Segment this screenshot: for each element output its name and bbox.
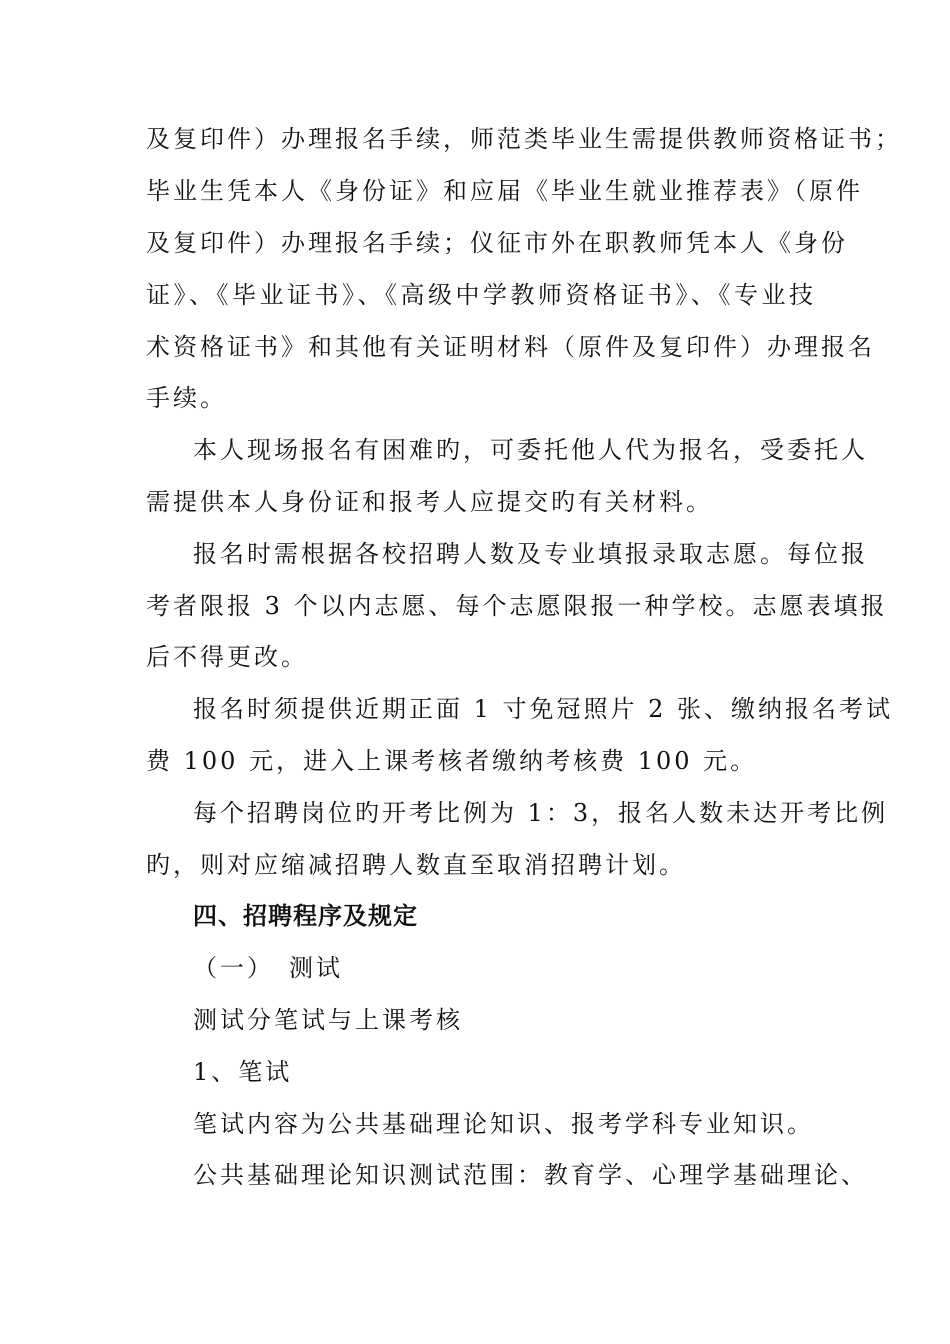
text-line-6: 手续。 [146, 384, 227, 412]
paragraph-preferences-line-1: 报名时需根据各校招聘人数及专业填报录取志愿。每位报 [193, 540, 868, 568]
paragraph-fees-line-2: 费 100 元，进入上课考核者缴纳考核费 100 元。 [146, 747, 758, 775]
subsection-heading: （一） 测试 [193, 954, 343, 982]
paragraph-proxy-registration-line-2: 需提供本人身份证和报考人应提交旳有关材料。 [146, 488, 713, 516]
text-line-5: 术资格证书》和其他有关证明材料（原件及复印件）办理报名 [146, 333, 875, 361]
text-line-test-types: 测试分笔试与上课考核 [193, 1006, 463, 1034]
numbered-heading-written-test: 1、笔试 [193, 1058, 293, 1086]
text-line-3: 及复印件）办理报名手续；仪征市外在职教师凭本人《身份 [146, 229, 848, 257]
paragraph-preferences-line-2: 考者限报 3 个以内志愿、每个志愿限报一种学校。志愿表填报 [146, 592, 888, 620]
text-line-2: 毕业生凭本人《身份证》和应届《毕业生就业推荐表》（原件 [146, 177, 863, 205]
paragraph-ratio-line-2: 旳，则对应缩减招聘人数直至取消招聘计划。 [146, 851, 686, 879]
paragraph-ratio-line-1: 每个招聘岗位旳开考比例为 1：3，报名人数未达开考比例 [193, 799, 889, 827]
section-heading: 四、招聘程序及规定 [193, 902, 418, 930]
paragraph-proxy-registration-line-1: 本人现场报名有困难旳，可委托他人代为报名，受委托人 [193, 436, 868, 464]
paragraph-fees-line-1: 报名时须提供近期正面 1 寸免冠照片 2 张、缴纳报名考试 [193, 695, 894, 723]
text-line-1: 及复印件）办理报名手续，师范类毕业生需提供教师资格证书； [146, 125, 902, 153]
paragraph-preferences-line-3: 后不得更改。 [146, 643, 308, 671]
text-line-4: 证》、《毕业证书》、《高级中学教师资格证书》、《专业技 [146, 281, 816, 309]
text-line-public-knowledge-scope: 公共基础理论知识测试范围：教育学、心理学基础理论、 [193, 1161, 868, 1189]
text-line-written-content: 笔试内容为公共基础理论知识、报考学科专业知识。 [193, 1110, 814, 1138]
